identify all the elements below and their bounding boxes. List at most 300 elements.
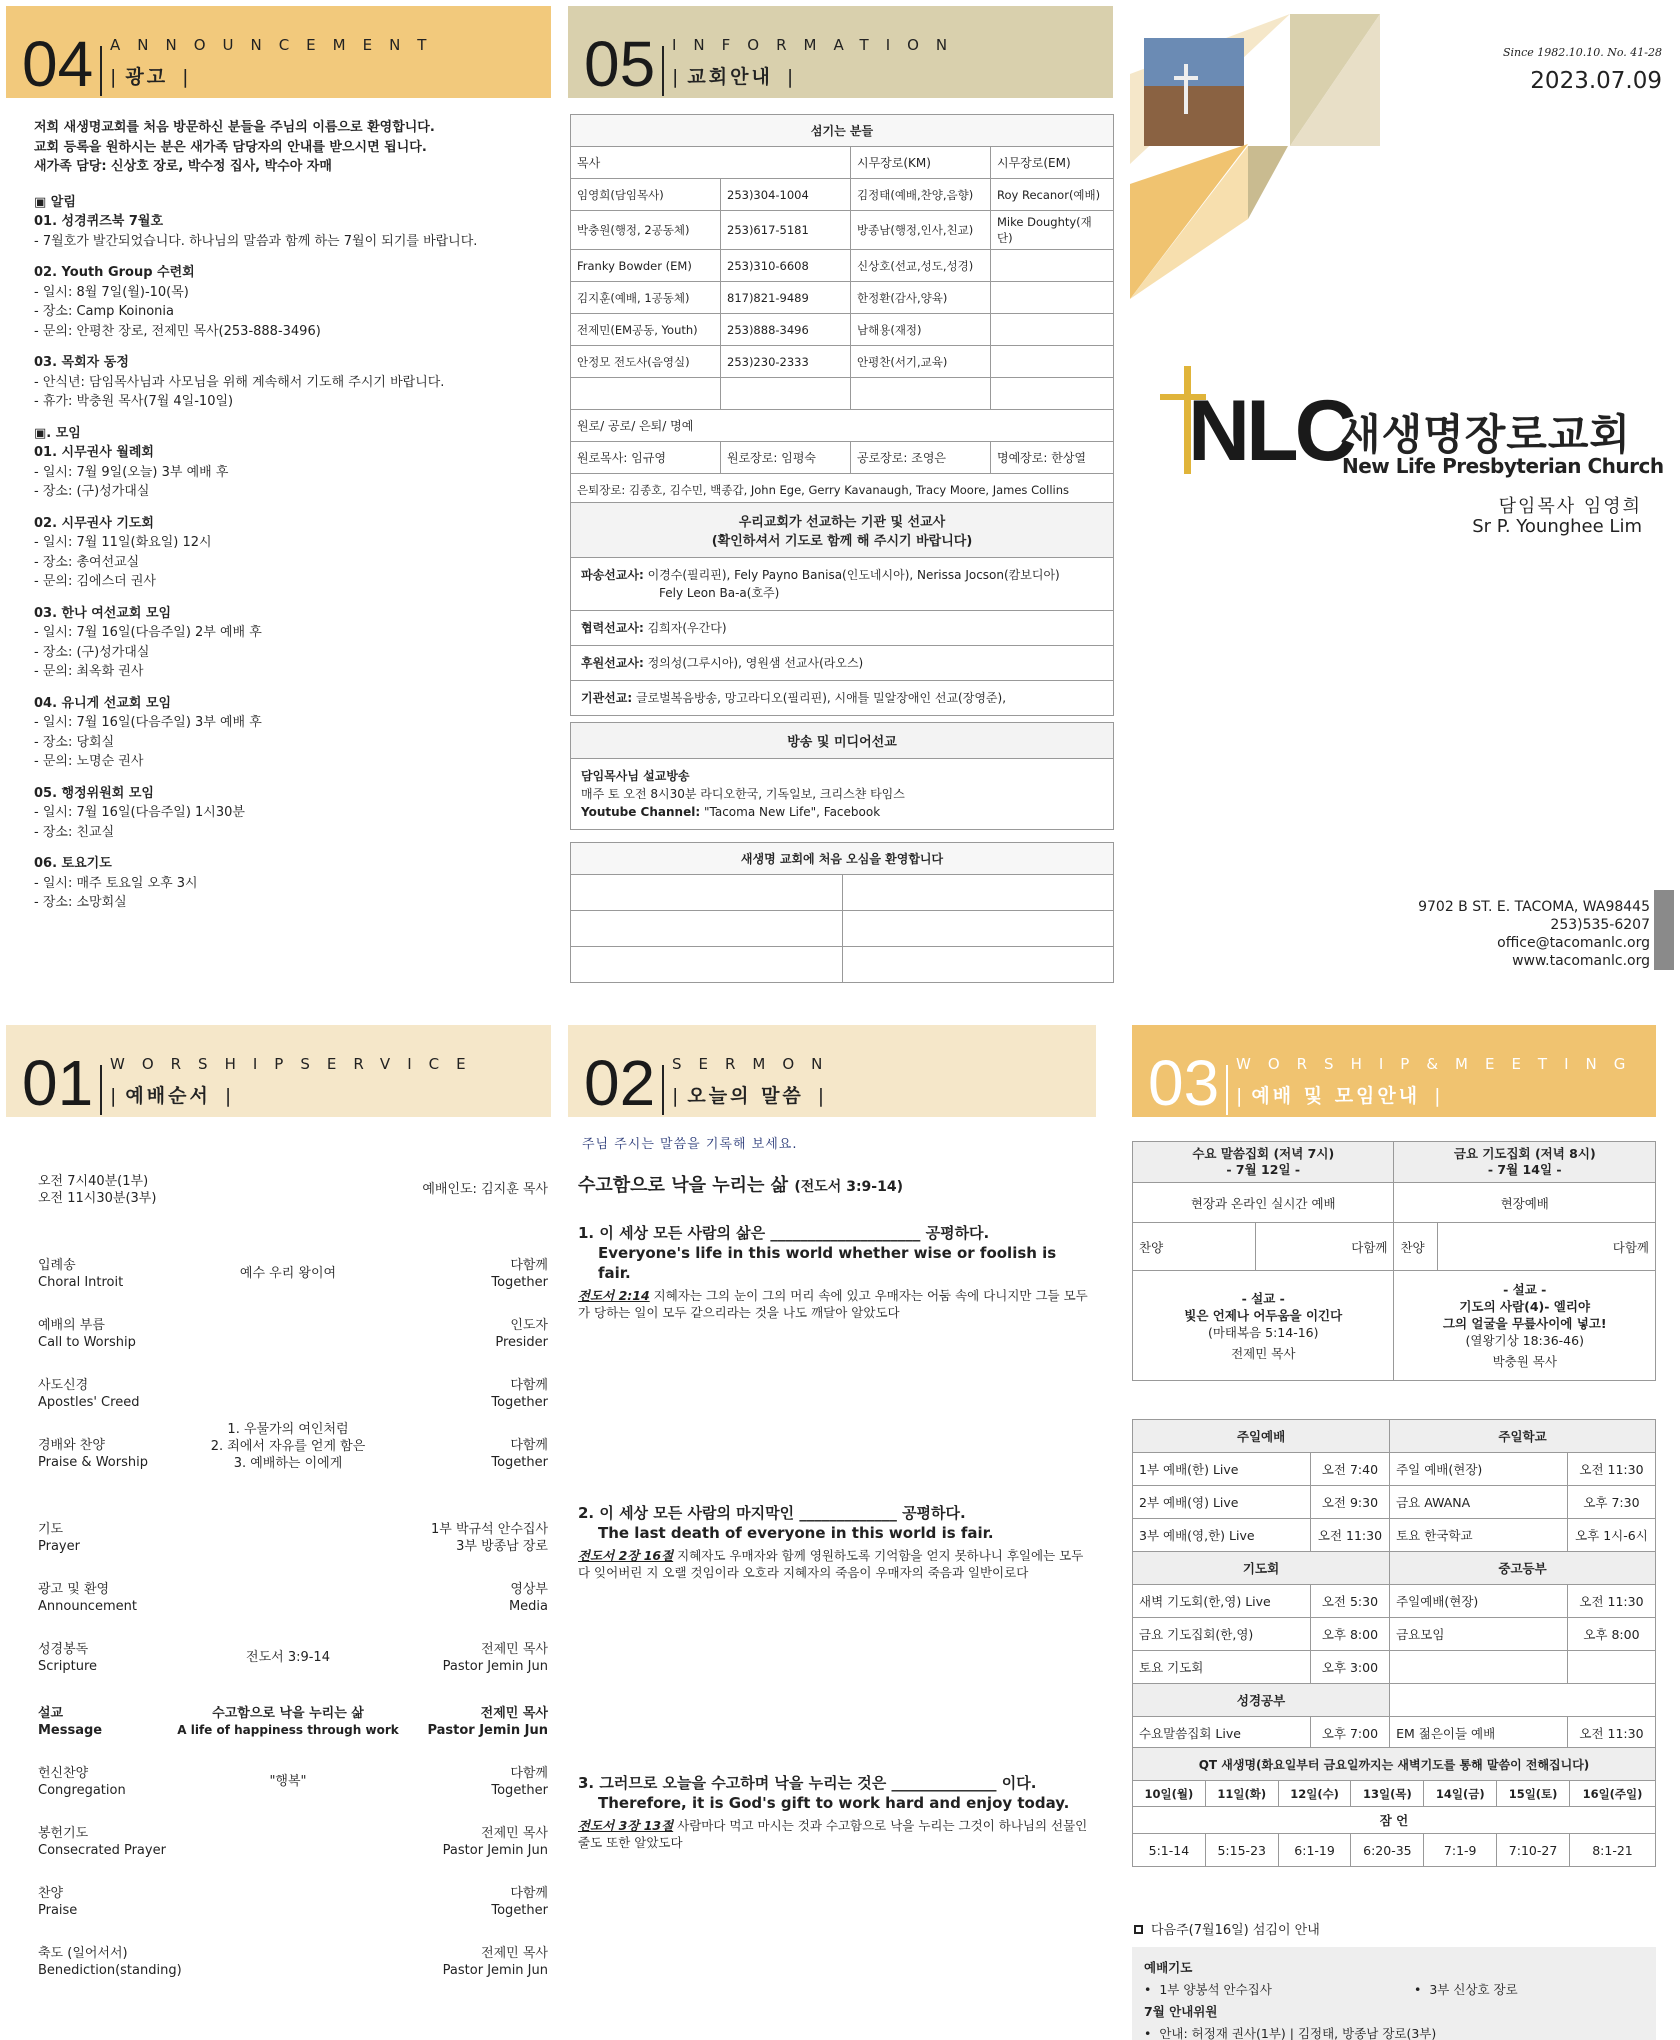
sched-time: 오후 7:30	[1567, 1486, 1655, 1519]
staff-cell: 817)821-9489	[721, 282, 851, 314]
sermon-ref: (마태복음 5:14-16)	[1207, 1324, 1319, 1340]
item-ko: 기도	[38, 1522, 64, 1537]
announcement-line: - 장소: 소망회실	[34, 895, 127, 910]
service-times	[38, 1173, 548, 1209]
weekly-schedule	[1132, 1419, 1656, 1750]
item-ko: 입례송	[38, 1258, 76, 1273]
elder-cell: 원로목사: 임규영	[571, 442, 721, 474]
worship-item-leader	[348, 1885, 548, 1919]
since-issue: Since 1982.10.10. No. 41-28	[1502, 46, 1662, 59]
welcome-intro	[34, 118, 544, 177]
verse-text: 사람마다 먹고 마시는 것과 수고함으로 낙을 누리는 그것이 하나님의 선물인 줄도 또한 알았도다	[578, 1818, 1088, 1850]
worship-item-label	[38, 1765, 188, 1799]
announcement-line: - 장소: (구)성가대실	[34, 484, 150, 499]
media-title: 방송 및 미디어선교	[571, 723, 1113, 759]
welcome-cell[interactable]	[571, 911, 843, 947]
usher-item: • 안내: 허정재 권사(1부) | 김정태, 방종남 장로(3부)	[1144, 2026, 1437, 2040]
announcement-line: - 장소: 친교실	[34, 824, 115, 840]
staff-row	[571, 282, 1114, 314]
youtube-line	[581, 803, 1103, 821]
content-line: 수고함으로 낙을 누리는 삶	[212, 1706, 364, 1721]
announcement-line: - 문의: 안평찬 장로, 전제민 목사(253-888-3496)	[34, 323, 321, 339]
worship-item-label	[38, 1885, 188, 1919]
qt-table	[1132, 1747, 1656, 1867]
worship-item-leader	[348, 1521, 548, 1555]
point-verse	[578, 1817, 1093, 1851]
announcement-header	[6, 6, 551, 98]
announcement-item	[34, 854, 544, 913]
sermon-title: 기도의 사람(4)- 엘리야	[1459, 1299, 1591, 1314]
qt-day: 16일(주일)	[1569, 1781, 1655, 1807]
staff-cell: 전제민(EM공동, Youth)	[571, 314, 721, 346]
worship-item-label	[38, 1705, 188, 1739]
staff-cell	[991, 346, 1114, 378]
sched-cell: 금요 AWANA	[1390, 1486, 1568, 1519]
divider	[100, 1065, 102, 1115]
next-week-text: 다음주(7월16일) 섬김이 안내	[1151, 1923, 1320, 1938]
sched-time: 오전 9:30	[1310, 1486, 1389, 1519]
announcement-line: - 문의: 노명순 권사	[34, 754, 144, 769]
point-english: Everyone's life in this world whether wise or foolish is fair.	[598, 1244, 1057, 1282]
announcement-title: 03. 한나 여선교회 모임	[34, 605, 172, 621]
fri-date: - 7월 14일 -	[1487, 1162, 1562, 1177]
announcement-line: - 문의: 최옥화 권사	[34, 664, 144, 679]
leader-ko: 다함께	[510, 1378, 548, 1393]
verse-ref: 전도서 2장 16절	[578, 1548, 674, 1563]
leader-en: Media	[508, 1599, 548, 1614]
worship-item-leader	[348, 1825, 548, 1859]
leader-en: Together	[491, 1395, 548, 1410]
announcement-title: 02. 시무권사 기도회	[34, 515, 154, 531]
worship-item-leader	[348, 1581, 548, 1615]
section-number: 01	[22, 1047, 94, 1119]
col-pastor: 목사	[571, 147, 851, 179]
wed-sermon	[1133, 1271, 1394, 1381]
worship-row	[38, 1825, 548, 1865]
leader-en: Pastor Jemin Jun	[442, 1659, 548, 1674]
worship-row	[38, 1641, 548, 1681]
email[interactable]: office@tacomanlc.org	[1497, 935, 1650, 951]
verse-ref: 전도서 2:14	[578, 1288, 650, 1303]
item-en: Congregation	[38, 1783, 126, 1798]
section-title-ko: | 광고 |	[110, 62, 192, 89]
mission-line	[581, 654, 1103, 672]
prayer-item: • 3부 신상호 장로	[1414, 1982, 1518, 1997]
verse-text: 지혜자는 그의 눈이 그의 머리 속에 있고 우매자는 어둠 속에 다니지만 그들 모두가 당하는 일이 모두 같으리라는 것을 나도 깨달아 알았도다	[578, 1288, 1088, 1320]
sermon-preacher: 박충원 목사	[1492, 1354, 1557, 1369]
usher-list: 안내: 허정재 권사(1부) | 김정태, 방종남 장로(3부)	[1159, 2026, 1437, 2040]
worship-row	[38, 1377, 548, 1417]
announcement-title: 06. 토요기도	[34, 856, 112, 871]
staff-row	[571, 346, 1114, 378]
sched-time: 오전 7:40	[1310, 1453, 1389, 1486]
announcement-item	[34, 694, 544, 772]
next-week-box	[1132, 1947, 1656, 2040]
mission-label: 후원선교사:	[581, 656, 644, 670]
qt-book: 잠 언	[1133, 1807, 1656, 1834]
wed-subtitle: 현장과 온라인 실시간 예배	[1133, 1183, 1394, 1223]
content-line: 전도서 3:9-14	[246, 1650, 330, 1665]
welcome-cell[interactable]	[571, 947, 843, 983]
sunday-worship-title: 주일예배	[1133, 1420, 1390, 1453]
next-week-heading	[1134, 1919, 1320, 1938]
item-en: Praise	[38, 1903, 78, 1918]
divider	[662, 1065, 664, 1115]
staff-cell: 박충원(행정, 2공동체)	[571, 211, 721, 250]
bulletin-date: 2023.07.09	[1530, 68, 1662, 94]
item-en: Announcement	[38, 1599, 137, 1614]
verse-ref: 전도서 3장 13절	[578, 1818, 674, 1833]
usher-heading: 7월 안내위원	[1144, 2004, 1218, 2019]
leader-ko: 전제민 목사	[480, 1706, 548, 1721]
square-bullet-icon	[1134, 1925, 1143, 1934]
announcement-line: - 일시: 7월 16일(다음주일) 1시30분	[34, 805, 245, 820]
point-question: 2. 이 세상 모든 사람의 마지막인 _____________ 공평하다.	[578, 1504, 966, 1522]
sched-time: 오전 11:30	[1310, 1519, 1389, 1552]
mission-row	[571, 558, 1113, 611]
item-ko: 축도 (일어서서)	[38, 1946, 128, 1961]
worship-row	[38, 1945, 548, 1985]
mission-row	[571, 611, 1113, 646]
worship-item-label	[38, 1945, 188, 1979]
content-line: 2. 죄에서 자유를 얻게 함은	[210, 1439, 366, 1454]
youtube-value: "Tacoma New Life", Facebook	[703, 805, 881, 819]
worship-panel	[6, 1025, 551, 2035]
sched-time: 오후 8:00	[1310, 1618, 1389, 1651]
sunday-school-title: 주일학교	[1390, 1420, 1656, 1453]
staff-cell	[721, 378, 851, 410]
col-elder-km: 시무장로(KM)	[851, 147, 991, 179]
mission-value-2: Fely Leon Ba-a(호주)	[659, 586, 780, 600]
worship-item-label	[38, 1437, 188, 1471]
sermon-prompt: 주님 주시는 말씀을 기록해 보세요.	[582, 1137, 798, 1152]
wed-date: - 7월 12일 -	[1226, 1162, 1301, 1177]
church-building	[1144, 86, 1244, 146]
announcement-title: 05. 행정위원회 모임	[34, 785, 154, 801]
announcement-line: - 일시: 7월 16일(다음주일) 2부 예배 후	[34, 625, 262, 640]
section-number: 03	[1148, 1047, 1220, 1119]
announcement-line: - 안식년: 담임목사님과 사모님을 위해 계속해서 기도해 주시기 바랍니다.	[34, 374, 445, 390]
announcement-title: 02. Youth Group 수련회	[34, 265, 195, 280]
sched-time: 오전 11:30	[1567, 1717, 1655, 1750]
announcement-title: 03. 목회자 동정	[34, 355, 129, 370]
worship-item-label	[38, 1257, 188, 1291]
divider	[1226, 1065, 1228, 1115]
section-title-en: WORSHIP&MEETING	[1236, 1055, 1643, 1073]
staff-cell	[991, 378, 1114, 410]
prayer-item: • 1부 양봉석 안수집사	[1144, 1982, 1272, 1997]
leader-en: Pastor Jemin Jun	[427, 1723, 548, 1738]
mission-title-line: (확인하셔서 기도로 함께 해 주시기 바랍니다)	[711, 534, 973, 549]
staff-cell: 253)310-6608	[721, 250, 851, 282]
worship-item-label	[38, 1521, 188, 1555]
staff-title: 섬기는 분들	[571, 115, 1114, 147]
sched-row	[1133, 1486, 1656, 1519]
announcement-line: - 일시: 8월 7일(월)-10(목)	[34, 284, 189, 300]
qt-day: 13일(목)	[1351, 1781, 1424, 1807]
announcement-title: 01. 성경퀴즈북 7월호	[34, 214, 164, 229]
staff-cell: 한정환(감사,양육)	[851, 282, 991, 314]
leader-ko: 다함께	[510, 1766, 548, 1781]
section-title-ko: | 예배 및 모임안내 |	[1236, 1081, 1444, 1108]
staff-cell: 253)230-2333	[721, 346, 851, 378]
notice-list	[34, 212, 544, 412]
leader-en: Together	[491, 1275, 548, 1290]
leader-en: Together	[491, 1903, 548, 1918]
cover-graphic	[1130, 14, 1430, 304]
sermon-header	[568, 1025, 1096, 1117]
content-line: 3. 예배하는 이에게	[233, 1456, 343, 1471]
website[interactable]: www.tacomanlc.org	[1512, 953, 1650, 969]
section-title-en: ANNOUNCEMENT	[110, 36, 444, 54]
item-ko: 설교	[38, 1706, 64, 1721]
bible-study-title: 성경공부	[1133, 1684, 1390, 1717]
sermon-preacher: 전제민 목사	[1231, 1345, 1296, 1361]
worship-row	[38, 1885, 548, 1925]
item-en: Call to Worship	[38, 1335, 136, 1350]
sched-time: 오전 11:30	[1567, 1585, 1655, 1618]
service-time: 오전 11시30분(3부)	[38, 1191, 157, 1206]
staff-cell: 방종남(행정,인사,친교)	[851, 211, 991, 250]
sermon-label: - 설교 -	[1241, 1290, 1285, 1306]
content-line: A life of happiness through work	[177, 1723, 399, 1737]
meeting-heading: ▣. 모임	[34, 425, 81, 441]
staff-row	[571, 250, 1114, 282]
content-line: 1. 우물가의 여인처럼	[227, 1422, 349, 1437]
sched-row	[1133, 1585, 1656, 1618]
welcome-cell[interactable]	[842, 947, 1114, 983]
worship-item-leader	[348, 1945, 548, 1979]
church-logo	[1160, 366, 1664, 486]
sched-cell: 새벽 기도회(한,영) Live	[1133, 1585, 1311, 1618]
worship-item-label	[38, 1581, 188, 1615]
qt-verse: 6:1-19	[1278, 1834, 1351, 1867]
staff-cell: Mike Doughty(재단)	[991, 211, 1114, 250]
worship-row	[38, 1257, 548, 1297]
elder-cell: 명예장로: 한상열	[991, 442, 1114, 474]
qt-verse: 5:15-23	[1205, 1834, 1278, 1867]
item-en: Apostles' Creed	[38, 1395, 140, 1410]
item-en: Prayer	[38, 1539, 80, 1554]
qt-day: 15일(토)	[1497, 1781, 1570, 1807]
worship-row	[38, 1521, 548, 1561]
sched-time: 오후 3:00	[1310, 1651, 1389, 1684]
leader-en: 3부 방종남 장로	[456, 1539, 548, 1554]
verse-text: 지혜자도 우매자와 함께 영원하도록 기억함을 얻지 못하나니 후일에는 모두 다 잊어버린 지 오랠 것임이라 오호라 지혜자의 죽음이 우매자의 죽음과 일반이로다	[578, 1548, 1084, 1580]
leader-en: Pastor Jemin Jun	[442, 1843, 548, 1858]
point-verse	[578, 1547, 1093, 1581]
prayer-3: 3부 신상호 장로	[1429, 1982, 1518, 1997]
divider	[662, 46, 664, 96]
prayer-1: 1부 양봉석 안수집사	[1159, 1982, 1272, 1997]
sermon-ref: (열왕기상 18:36-46)	[1465, 1333, 1584, 1348]
fri-title	[1394, 1142, 1656, 1183]
announcement-line: - 7월호가 발간되었습니다. 하나님의 말씀과 함께 하는 7월이 되기를 바랍니다.	[34, 233, 478, 249]
leader-ko: 전제민 목사	[481, 1826, 548, 1841]
mission-rows	[571, 558, 1113, 715]
fri-hymn-by: 다함께	[1438, 1223, 1656, 1271]
content-line: "행복"	[269, 1774, 307, 1789]
item-ko: 광고 및 환영	[38, 1582, 110, 1597]
sched-cell: 주일예배(현장)	[1390, 1585, 1568, 1618]
staff-cell: 안정모 전도사(음영실)	[571, 346, 721, 378]
leader-ko: 전제민 목사	[481, 1946, 548, 1961]
welcome-cell[interactable]	[571, 875, 843, 911]
qt-day: 10일(월)	[1133, 1781, 1206, 1807]
midweek-services	[1132, 1141, 1656, 1381]
qt-verse: 7:10-27	[1497, 1834, 1570, 1867]
staff-cell: 253)888-3496	[721, 314, 851, 346]
sched-time: 오후 8:00	[1567, 1618, 1655, 1651]
mission-value: 이경수(필리핀), Fely Payno Banisa(인도네시아), Nerissa Jocson(캄보디아)	[647, 568, 1060, 582]
qt-verse: 8:1-21	[1569, 1834, 1655, 1867]
item-en: Praise & Worship	[38, 1455, 148, 1470]
welcome-cell[interactable]	[842, 911, 1114, 947]
leader-ko: 다함께	[510, 1438, 548, 1453]
item-ko: 경배와 찬양	[38, 1438, 105, 1453]
item-en: Consecrated Prayer	[38, 1843, 166, 1858]
section-title-en: INFORMATION	[672, 36, 965, 54]
worship-row	[38, 1317, 548, 1357]
cover-panel	[1130, 6, 1674, 1001]
worship-item-label	[38, 1641, 188, 1675]
section-title-en: WORSHIPSERVICE	[110, 1055, 483, 1073]
leader-ko: 1부 박규석 안수집사	[431, 1522, 548, 1537]
divider	[100, 46, 102, 96]
announcement-line: - 문의: 김에스더 권사	[34, 574, 156, 589]
phone: 253)535-6207	[1550, 917, 1650, 933]
sched-cell: 금요 기도집회(한,영)	[1133, 1618, 1311, 1651]
worship-row	[38, 1765, 548, 1805]
leader-en: Pastor Jemin Jun	[442, 1963, 548, 1978]
sched-rows	[1133, 1585, 1656, 1684]
item-en: Scripture	[38, 1659, 98, 1674]
fri-hymn-label: 찬양	[1394, 1223, 1438, 1271]
meeting-panel	[1130, 1025, 1674, 2040]
sermon-title-text: 수고함으로 낙을 누리는 삶	[578, 1175, 789, 1196]
church-name-ko: 새생명장로교회	[1340, 410, 1632, 459]
service-time: 오전 7시40분(1부)	[38, 1174, 149, 1189]
announcement-line: - 장소: (구)성가대실	[34, 644, 150, 660]
sched-cell: 토요 한국학교	[1390, 1519, 1568, 1552]
pastor-en: Sr P. Younghee Lim	[1472, 516, 1642, 537]
worship-item-leader	[348, 1641, 548, 1675]
leader-ko: 다함께	[510, 1886, 548, 1901]
mission-title	[571, 503, 1113, 558]
leader-ko: 다함께	[510, 1258, 548, 1273]
mission-title-line: 우리교회가 선교하는 기관 및 선교사	[738, 515, 946, 530]
section-number: 05	[584, 28, 656, 100]
welcome-title: 새생명 교회에 처음 오심을 환영합니다	[571, 843, 1114, 875]
sched-row	[1133, 1453, 1656, 1486]
mission-label: 협력선교사:	[581, 621, 644, 635]
worship-item-label	[38, 1317, 188, 1351]
staff-row	[571, 378, 1114, 410]
announcement-item	[34, 263, 544, 341]
meeting-header	[1132, 1025, 1656, 1117]
prayer-heading: 예배기도	[1144, 1960, 1193, 1975]
fri-subtitle: 현장예배	[1394, 1183, 1656, 1223]
staff-row	[571, 179, 1114, 211]
item-en: Choral Introit	[38, 1275, 124, 1290]
staff-table	[570, 114, 1114, 506]
prayer-title: 기도회	[1133, 1552, 1390, 1585]
mission-box	[570, 502, 1114, 716]
worship-row	[38, 1422, 548, 1477]
sched-cell: 금요모임	[1390, 1618, 1568, 1651]
sched-cell: 2부 예배(영) Live	[1133, 1486, 1311, 1519]
section-title-ko: | 예배순서 |	[110, 1081, 234, 1108]
qt-day: 12일(수)	[1278, 1781, 1351, 1807]
mission-value: 글로벌복음방송, 망고라디오(필리핀), 시애틀 밀알장애인 선교(장영준),	[636, 691, 1007, 705]
qt-verses	[1133, 1834, 1656, 1867]
sermon-point	[578, 1503, 1093, 1581]
staff-cell: 253)617-5181	[721, 211, 851, 250]
pastor-ko: 담임목사 임영희	[1498, 496, 1642, 517]
staff-cell: 안평찬(서기,교육)	[851, 346, 991, 378]
mission-line	[581, 566, 1103, 584]
qt-verse: 6:20-35	[1351, 1834, 1424, 1867]
staff-cell: 김지훈(예배, 1공동체)	[571, 282, 721, 314]
worship-item-label	[38, 1825, 188, 1859]
staff-cell: 임영희(담임목사)	[571, 179, 721, 211]
announcement-item	[34, 353, 544, 412]
elder-cell: 원로장로: 임평숙	[721, 442, 851, 474]
mission-row	[571, 646, 1113, 681]
section-title-ko: | 오늘의 말씀 |	[672, 1081, 827, 1108]
sched-time: 오전 5:30	[1310, 1585, 1389, 1618]
staff-cell: 김정태(예배,찬양,음향)	[851, 179, 991, 211]
sermon-panel	[568, 1025, 1113, 2035]
announcement-title: 04. 유니게 선교회 모임	[34, 695, 172, 711]
qt-day: 14일(금)	[1424, 1781, 1497, 1807]
content-line: 예수 우리 왕이여	[239, 1266, 337, 1281]
staff-rows	[571, 179, 1114, 410]
sermon-title: 그의 얼굴을 무릎사이에 넣고!	[1442, 1316, 1607, 1331]
intro-line: 교회 등록을 원하시는 분은 새가족 담당자의 안내를 받으시면 됩니다.	[34, 139, 427, 155]
sermon-reference: (전도서 3:9-14)	[794, 1179, 903, 1195]
mission-line	[581, 689, 1103, 707]
announcement-title: 01. 시무권사 월례회	[34, 445, 154, 460]
item-ko: 사도신경	[38, 1378, 89, 1393]
mission-value: 김희자(우간다)	[647, 621, 727, 635]
prayer-list	[1144, 1979, 1644, 2001]
sched-cell	[1390, 1651, 1568, 1684]
mission-line	[581, 619, 1103, 637]
col-elder-em: 시무장로(EM)	[991, 147, 1114, 179]
worship-item-leader	[348, 1765, 548, 1799]
wed-title-line: 수요 말씀집회 (저녁 7시)	[1192, 1146, 1335, 1161]
sched-cell: 3부 예배(영,한) Live	[1133, 1519, 1311, 1552]
church-address	[1418, 898, 1650, 970]
intro-line: 새가족 담당: 신상호 장로, 박수정 집사, 박수아 자매	[34, 159, 332, 174]
welcome-cell[interactable]	[842, 875, 1114, 911]
staff-cell	[991, 314, 1114, 346]
announcement-line: - 일시: 7월 16일(다음주일) 3부 예배 후	[34, 715, 262, 730]
sermon-point	[578, 1223, 1093, 1321]
sched-time: 오후 7:00	[1310, 1717, 1389, 1750]
empty-cell	[1390, 1684, 1656, 1717]
sched-cell: 토요 기도회	[1133, 1651, 1311, 1684]
staff-cell: 남해용(재정)	[851, 314, 991, 346]
intro-line: 저희 새생명교회를 처음 방문하신 분들을 주님의 이름으로 환영합니다.	[34, 120, 435, 135]
item-ko: 봉헌기도	[38, 1826, 89, 1841]
retired-elders: 은퇴장로: 김종호, 김수민, 백종갑, John Ege, Gerry Kavanaugh, Tracy Moore, James Collins	[571, 474, 1114, 506]
sched-time: 오후 1시-6시	[1567, 1519, 1655, 1552]
staff-cell	[851, 378, 991, 410]
wed-hymn-label: 찬양	[1133, 1223, 1256, 1271]
sched-rows	[1133, 1453, 1656, 1552]
